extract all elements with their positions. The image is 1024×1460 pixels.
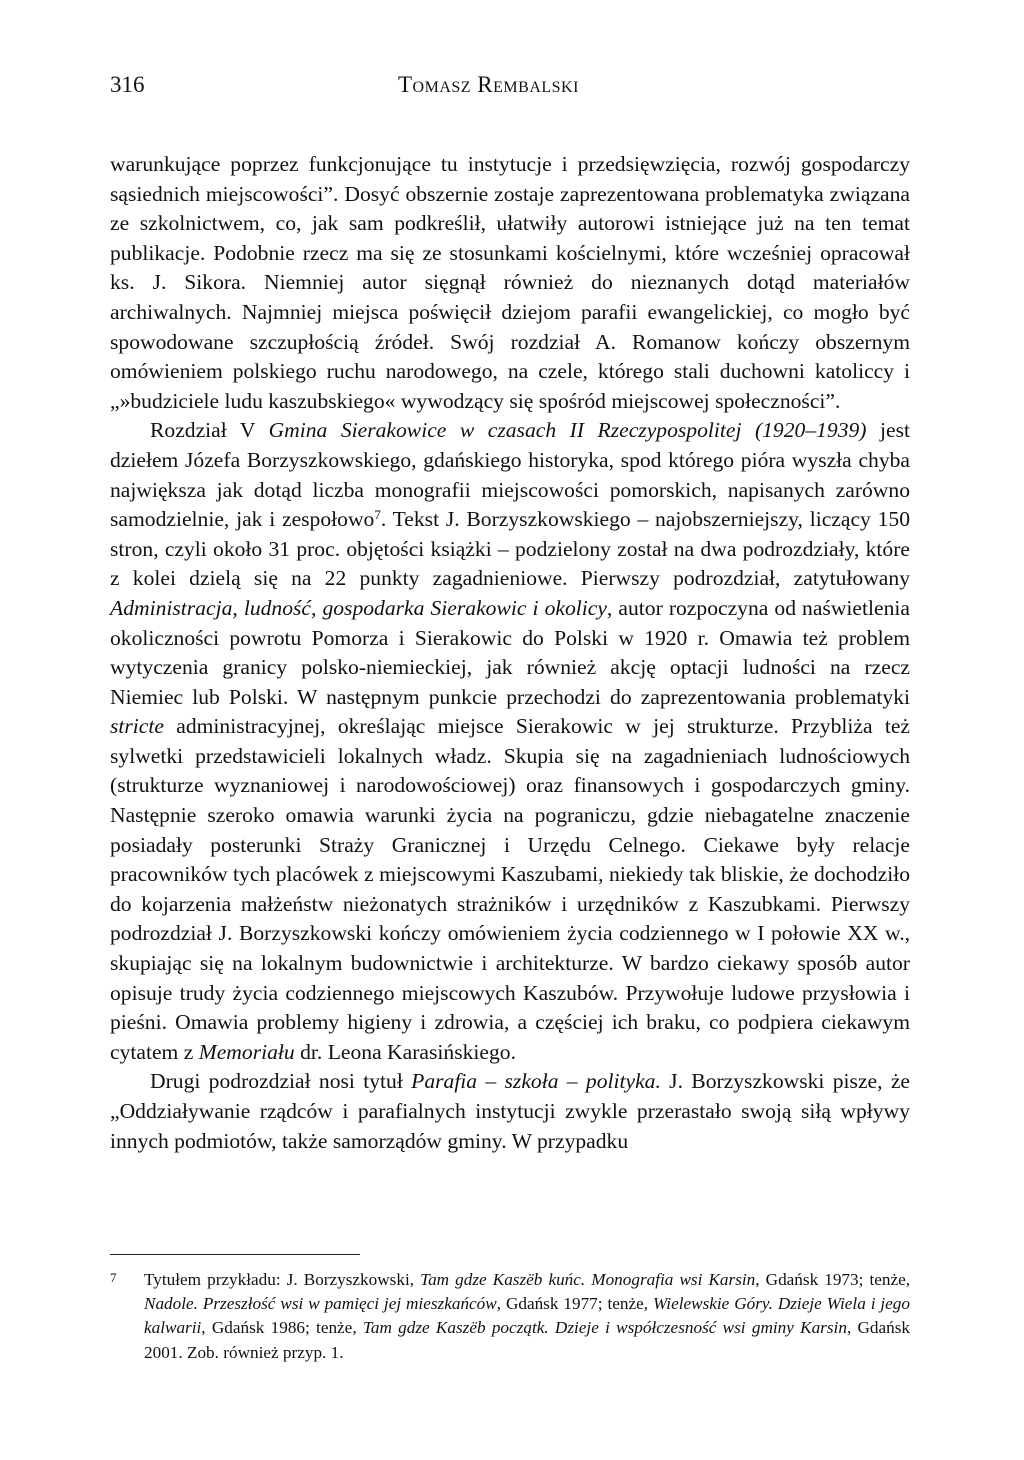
italic-title: Gmina Sierakowice w czasach II Rzeczypospolitej (1920–1939): [268, 418, 867, 443]
footnote-reference[interactable]: 7: [374, 507, 381, 523]
italic-title: Nadole. Przeszłość wsi w pamięci jej mieszkańców: [144, 1294, 497, 1314]
text-run: Tytułem przykładu: J. Borzyszkowski,: [144, 1270, 421, 1289]
footnote-number: 7: [110, 1270, 117, 1285]
text-run: , Gdańsk 2001. Zob. również przyp. 1.: [144, 1318, 911, 1362]
text-run: Drugi podrozdział nosi tytuł: [150, 1069, 412, 1094]
text-run: J. Borzyszkowski pisze, że „Oddziaływanie rządców i parafialnych instytucji zwykle przerastało swoją siłą wpływy innych podmiotów, także samorządów gminy. W przypadku: [110, 1069, 910, 1153]
running-head: Tomasz Rembalski: [398, 72, 579, 97]
text-run: . Tekst J. Borzyszkowskiego – najobszerniejszy, liczący 150 stron, czyli około 31 proc. objętości książki – podzielony został na dwa podrozdziały, które z kolei dzielą się na 22 punkty zagadnieniowe. Pierwszy podrozdział, zatytułowany: [110, 507, 910, 591]
text-run: jest dziełem Józefa Borzyszkowskiego, gdańskiego historyka, spod którego pióra wyszła chyba największa jak dotąd liczba monografii miejscowości pomorskich, napisanych zarówno samodzielnie, jak i zespołowo: [110, 418, 910, 532]
italic-title: Tam gdze Kaszëb kuńc. Monografia wsi Karsin: [420, 1270, 756, 1289]
italic-title: Wielewskie Góry. Dzieje Wiela i jego kalwarii: [144, 1294, 910, 1338]
text-run: Rozdział V: [150, 418, 269, 443]
italic-title: Parafia – szkoła – polityka.: [411, 1069, 661, 1094]
footnote-text: [110, 1268, 910, 1365]
footnote-separator: [110, 1254, 360, 1255]
body-text: [110, 150, 910, 1156]
italic-title: Administracja, ludność, gospodarka Sierakowic i okolicy: [110, 595, 607, 620]
paragraph-1-text: warunkujące poprzez funkcjonujące tu instytucje i przedsięwzięcia, rozwój gospodarczy sąsiednich miejscowości”. Dosyć obszernie zostaje zaprezentowana problematyka związana ze szkolnictwem, co, jak sam podkreślił, ułatwiły autorowi istniejące już na ten temat publikacje. Podobnie rzecz ma się ze stosunkami kościelnymi, które wcześniej opracował ks. J. Sikora. Niemniej autor sięgnął również do nieznanych dotąd materiałów archiwalnych. Najmniej miejsca poświęcił dziejom parafii ewangelickiej, co mogło być spowodowane szczupłością źródeł. Swój rozdział A. Romanow kończy obszernym omówieniem polskiego ruchu narodowego, na czele, którego stali duchowni katoliccy i „»budziciele ludu kaszubskiego« wywodzący się spośród miejscowej społeczności”.: [110, 152, 910, 413]
text-run: administracyjnej, określając miejsce Sierakowic w jej strukturze. Przybliża też sylwetki przedstawicieli lokalnych władz. Skupia się na zagadnieniach ludnościowych (strukturze wyznaniowej i narodowościowej) oraz finansowych i gospodarczych gminy. Następnie szeroko omawia warunki życia na pograniczu, gdzie niebagatelne znaczenie posiadały posterunki Straży Granicznej i Urzędu Celnego. Ciekawe były relacje pracowników tych placówek z miejscowymi Kaszubami, niekiedy tak bliskie, że dochodziło do kojarzenia małżeństw nieżonatych strażników i urzędników z Kaszubkami. Pierwszy podrozdział J. Borzyszkowski kończy omówieniem życia codziennego w I połowie XX w., skupiając się na lokalnym budownictwie i architekturze. W bardzo ciekawy sposób autor opisuje trudy życia codziennego miejscowych Kaszubów. Przywołuje ludowe przysłowia i pieśni. Omawia problemy higieny i zdrowia, a częściej ich braku, co podpiera ciekawym cytatem z: [110, 714, 910, 1064]
text-run: , autor rozpoczyna od naświetlenia okoliczności powrotu Pomorza i Sierakowic do Polski w 1920 r. Omawia też problem wytyczenia granicy polsko-niemieckiej, jak również akcję optacji ludności na rzecz Niemiec lub Polski. W następnym punkcie przechodzi do zaprezentowania problematyki: [110, 595, 910, 709]
paragraph-3: [110, 1067, 910, 1156]
italic-title: Memoriału: [198, 1039, 295, 1064]
paragraph-1: [110, 150, 910, 416]
italic-title: Tam gdze Kaszëb początk. Dzieje i współczesność wsi gminy Karsin: [362, 1318, 847, 1338]
footnote-7: [110, 1268, 910, 1365]
page-header: [110, 72, 910, 102]
text-run: , Gdańsk 1973; tenże,: [755, 1270, 911, 1289]
page-number: 316: [110, 72, 145, 97]
text-run: dr. Leona Karasińskiego.: [294, 1039, 516, 1064]
italic-term: stricte: [110, 714, 164, 739]
text-run: , Gdańsk 1986; tenże,: [201, 1318, 363, 1338]
text-run: , Gdańsk 1977; tenże,: [496, 1294, 653, 1314]
paragraph-2: [110, 416, 910, 1067]
